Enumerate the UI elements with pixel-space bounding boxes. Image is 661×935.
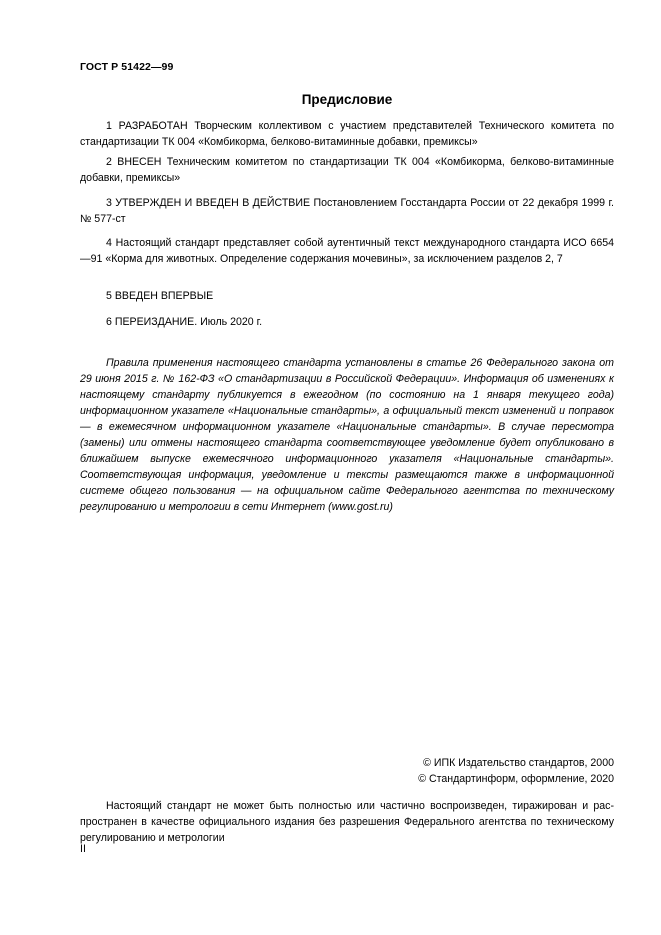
preface-title: Предисловие xyxy=(301,92,393,107)
page-number: II xyxy=(80,843,86,855)
preface-item-2: 2 ВНЕСЕН Техническим комитетом по стандартизации ТК 004 «Комбикорма, белково-витаминные добавки, премиксы» xyxy=(80,156,614,184)
copyright-formatting: © Стандартинформ, оформление, 2020 xyxy=(418,773,614,785)
preface-item-5: 5 ВВЕДЕН ВПЕРВЫЕ xyxy=(106,290,214,302)
application-rules-notice: Правила применения настоящего стандарта установлены в статье 26 Федерального закона от 29 июня 2015 г. № 162-ФЗ «О стандартизации в Российской Федерации». Информация об изменениях к настоящему стандарту публикуется в ежегодном (по состоянию на 1 января текущего года) информационном указателе «Национальные стандарты», а официальный текст изменений и поправок — в ежемесячном информационном указателе «Национальные стандарты». В случае пересмотра (замены) или отмены настоящего стандарта соответствующее уведомление будет опубликовано в ближайшем выпуске ежемесячного информационного указателя «Национальные стандарты». Соответствующая информация, уведомление и тексты размещаются также в информационной системе общего пользования — на официальном сайте Федерального агентства по техническому регулированию и метрологии в сети Интернет (www.gost.ru) xyxy=(80,357,614,513)
preface-item-4: 4 Настоящий стандарт представляет собой аутентичный текст международного стандарта ИСО 6654—91 «Корма для животных. Определение содержания мочевины», за исключением разделов 2, 7 xyxy=(80,237,614,265)
preface-item-3: 3 УТВЕРЖДЕН И ВВЕДЕН В ДЕЙСТВИЕ Постановлением Госстандарта России от 22 декабря 1999 г. № 577-ст xyxy=(80,197,614,225)
preface-item-6: 6 ПЕРЕИЗДАНИЕ. Июль 2020 г. xyxy=(106,316,263,328)
preface-item-1: 1 РАЗРАБОТАН Творческим коллективом с участием представителей Технического комитета по стандартизации ТК 004 «Комбикорма, белково-витаминные добавки, премиксы» xyxy=(80,120,614,148)
reproduction-restriction-notice: Настоящий стандарт не может быть полностью или частично воспроизведен, тиражирован и распространен в качестве официального издания без разрешения Федерального агентства по техническому регулированию и метрологии xyxy=(80,800,614,844)
copyright-publisher: © ИПК Издательство стандартов, 2000 xyxy=(423,757,614,769)
standard-code-header: ГОСТ Р 51422—99 xyxy=(80,61,174,73)
